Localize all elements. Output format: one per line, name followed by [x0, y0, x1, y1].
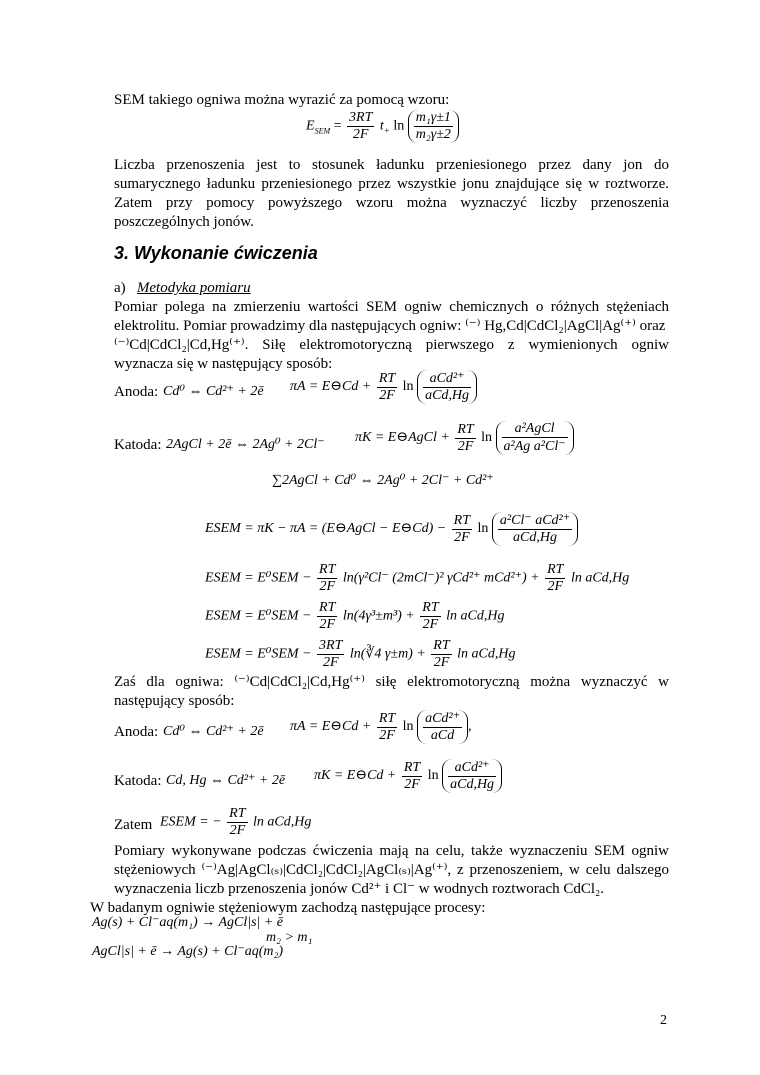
formula1-t-sub: +	[383, 125, 390, 136]
paragraph-cell2-intro	[90, 673, 669, 711]
process-2: AgCl|s| + ē → Ag(s) + Cl⁻aq(m₂)	[92, 944, 284, 959]
cell2-anode-ln: ln	[402, 719, 414, 735]
sem-formula-intro: SEM takiego ogniwa można wyrazić za pomocą wzoru:	[114, 92, 450, 108]
esem-equation-2	[205, 562, 629, 595]
esem4-frac2-den: 2F	[433, 655, 450, 670]
esem2-lhs: ESEM = E⁰SEM −	[205, 570, 312, 586]
cell2-anode-label: Anoda:	[114, 724, 159, 740]
cell2-zatem-equation	[160, 806, 311, 839]
paragraph-concentration-cells	[90, 842, 669, 918]
cell1-cathode-ln: ln	[481, 430, 493, 446]
zatem-frac-num: RT	[229, 806, 246, 821]
formula1-frac-den: 2F	[352, 127, 369, 142]
process-condition: m₂ > m₁	[266, 930, 313, 945]
esem2-frac-num: RT	[319, 562, 336, 577]
formula1-inner-num: m₁γ±1	[415, 110, 451, 125]
cell2-cathode-ln: ln	[427, 768, 439, 784]
cell1-anode-pi: πA = E⊖Cd +	[290, 379, 372, 395]
esem1-inner-den: aCd,Hg	[513, 530, 557, 545]
cell1-anode-ln: ln	[402, 379, 414, 395]
paragraph2-text: Pomiar polega na zmierzeniu wartości SEM ogniw chemicznych o różnych stężeniach elektrolitu. Pomiar prowadzimy dla następujących ogniw: ⁽⁻⁾ Hg,Cd|CdCl₂|AgCl|Ag⁽⁺⁾ oraz	[114, 299, 669, 334]
esem3-frac-den: 2F	[319, 617, 335, 632]
subsection-title: Metodyka pomiaru	[136, 280, 251, 296]
cell1-cathode-inner-num: a²AgCl	[502, 421, 568, 438]
formula1-inner-den: m₂γ±2	[415, 127, 451, 142]
cell2-cathode-potential	[314, 759, 502, 793]
esem1-lhs: ESEM = πK − πA = (E⊖AgCl − E⊖Cd) −	[205, 521, 447, 537]
cell1-anode-frac-num: RT	[378, 370, 396, 386]
paragraph1-text: Liczba przenoszenia jest to stosunek ładunku przeniesionego przez dany jon do sumarycznego ładunku przeniesionego przez wszystkie jonu znajdujące się w roztworze. Zatem przy pomocy powyższego wzoru można wyznaczyć liczby przenoszenia poszczególnych jonów.	[114, 157, 669, 230]
esem2-frac2-num: RT	[547, 562, 564, 577]
esem2-frac2-den: 2F	[547, 579, 564, 594]
zatem-lhs: ESEM = −	[160, 814, 222, 830]
cell2-cathode-label: Katoda:	[114, 773, 162, 789]
esem4-end: ln aCd,Hg	[457, 646, 516, 662]
cell2-anode-frac-den: 2F	[379, 727, 395, 743]
formula1-t: t	[379, 118, 384, 134]
paragraph4-text: Pomiary wykonywane podczas ćwiczenia mają na celu, także wyznaczeniu SEM ogniw stężeniowych ⁽⁻⁾Ag|AgCl₍ₛ₎|CdCl₂|CdCl₂|AgCl₍ₛ₎|Ag⁽⁺⁾, z przenoszeniem, w celu dalszego wyznaczenia liczb przenoszenia jonów Cd²⁺ i Cl⁻ w wodnych roztworach CdCl₂.	[114, 843, 669, 897]
esem4-frac2-num: RT	[433, 638, 450, 653]
cell2-cathode-inner-den: aCd,Hg	[450, 777, 495, 792]
cell1-cathode-reaction: 2AgCl + 2ē ⇔ 2Ag⁰ + 2Cl⁻	[166, 437, 325, 452]
cell2-anode-inner-num: aCd²⁺	[425, 711, 460, 726]
cell1-cathode-potential	[355, 421, 574, 455]
cell1-cathode-label: Katoda:	[114, 437, 162, 453]
formula1-frac	[347, 110, 374, 143]
cell2-zatem-label: Zatem	[114, 817, 153, 833]
cell2-cathode-pi: πK = E⊖Cd +	[314, 768, 397, 784]
cell1-anode-reaction: Cd⁰ ⇔ Cd²⁺ + 2ē	[163, 384, 264, 399]
cell2-anode-comma: ,	[468, 719, 472, 735]
formula1-frac-num: 3RT	[349, 110, 373, 125]
esem2-frac-den: 2F	[319, 579, 335, 594]
esem1-ln: ln	[477, 521, 489, 537]
esem3-tail: ln(4γ³±m³) +	[342, 608, 415, 624]
cell1-anode-label: Anoda:	[114, 384, 159, 400]
cell2-anode-reaction: Cd⁰ ⇔ Cd²⁺ + 2ē	[163, 724, 264, 739]
esem1-frac-den: 2F	[454, 529, 470, 545]
cell2-cathode-frac-num: RT	[403, 759, 421, 775]
cell2-cathode-inner-num: aCd²⁺	[448, 759, 496, 777]
esem4-lhs: ESEM = E⁰SEM −	[205, 646, 312, 662]
esem2-tail: ln(γ²Cl⁻ (2mCl⁻)² γCd²⁺ mCd²⁺) +	[342, 570, 540, 586]
formula1-lhs: E	[306, 118, 315, 134]
zatem-tail: ln aCd,Hg	[253, 814, 312, 830]
esem-equation-4	[205, 638, 515, 671]
esem1-inner-num: a²Cl⁻ aCd²⁺	[499, 513, 571, 528]
cell2-cathode-reaction: Cd, Hg ⇔ Cd²⁺ + 2ē	[166, 773, 286, 788]
cell2-anode-inner-den: aCd	[430, 728, 455, 743]
paragraph-transfer-number	[90, 156, 669, 232]
paragraph5-text: W badanym ogniwie stężeniowym zachodzą następujące procesy:	[90, 900, 486, 916]
esem3-frac-num: RT	[319, 600, 336, 615]
esem1-frac-num: RT	[453, 512, 471, 528]
cell2-cathode-frac-den: 2F	[404, 776, 420, 792]
cell1-cathode-frac-den: 2F	[457, 438, 474, 454]
cell1-anode-inner-den: aCd,Hg	[425, 388, 470, 403]
cell1-cathode-inner-den: a²Ag a²Cl⁻	[503, 439, 566, 454]
section-heading: 3. Wykonanie ćwiczenia	[114, 243, 318, 263]
esem3-end: ln aCd,Hg	[446, 608, 505, 624]
esem2-end: ln aCd,Hg	[570, 570, 630, 586]
formula-sem-transfer	[306, 110, 459, 143]
cell1-anode-inner-num: aCd²⁺	[423, 370, 471, 388]
cell1-sum-reaction: ∑2AgCl + Cd⁰ ⇔ 2Ag⁰ + 2Cl⁻ + Cd²⁺	[272, 473, 494, 488]
esem-equation-3	[205, 600, 504, 633]
cell1-cathode-pi: πK = E⊖AgCl +	[355, 430, 450, 446]
cell1-cathode-frac-num: RT	[457, 421, 474, 437]
cell1-anode-frac-den: 2F	[379, 387, 395, 403]
formula1-eq: =	[333, 118, 342, 134]
cell2-intro-text: Zaś dla ogniwa: ⁽⁻⁾Cd|CdCl₂|Cd,Hg⁽⁺⁾ siłę elektromotoryczną można wyznaczyć w następujący sposób:	[114, 674, 669, 709]
subsection-heading	[114, 280, 251, 297]
paragraph-method	[90, 298, 669, 374]
esem4-frac-den: 2F	[322, 655, 339, 670]
esem4-tail: ln(∛4 γ±m) +	[349, 646, 426, 662]
esem-equation-1	[205, 512, 578, 546]
cell2-anode-pi: πA = E⊖Cd +	[290, 719, 372, 735]
esem3-frac2-den: 2F	[422, 617, 439, 632]
esem4-frac-num: 3RT	[319, 638, 343, 653]
zatem-frac-den: 2F	[229, 823, 246, 838]
esem3-lhs: ESEM = E⁰SEM −	[205, 608, 312, 624]
cell2-anode-frac-num: RT	[378, 710, 396, 726]
subsection-marker: a)	[114, 280, 126, 296]
esem3-frac2-num: RT	[422, 600, 439, 615]
page-number: 2	[660, 1013, 667, 1028]
formula1-ln: ln	[393, 118, 405, 134]
cell1-anode-potential	[290, 370, 477, 404]
formula1-lhs-sub: SEM	[314, 126, 331, 136]
cell2-anode-potential	[290, 710, 472, 744]
process-1: Ag(s) + Cl⁻aq(m₁) → AgCl|s| + ē	[92, 915, 284, 930]
paragraph3-text: ⁽⁻⁾Cd|CdCl₂|Cd,Hg⁽⁺⁾. Siłę elektromotoryczną pierwszego z wymienionych ogniw wyznacza się w następujący sposób:	[114, 337, 669, 372]
